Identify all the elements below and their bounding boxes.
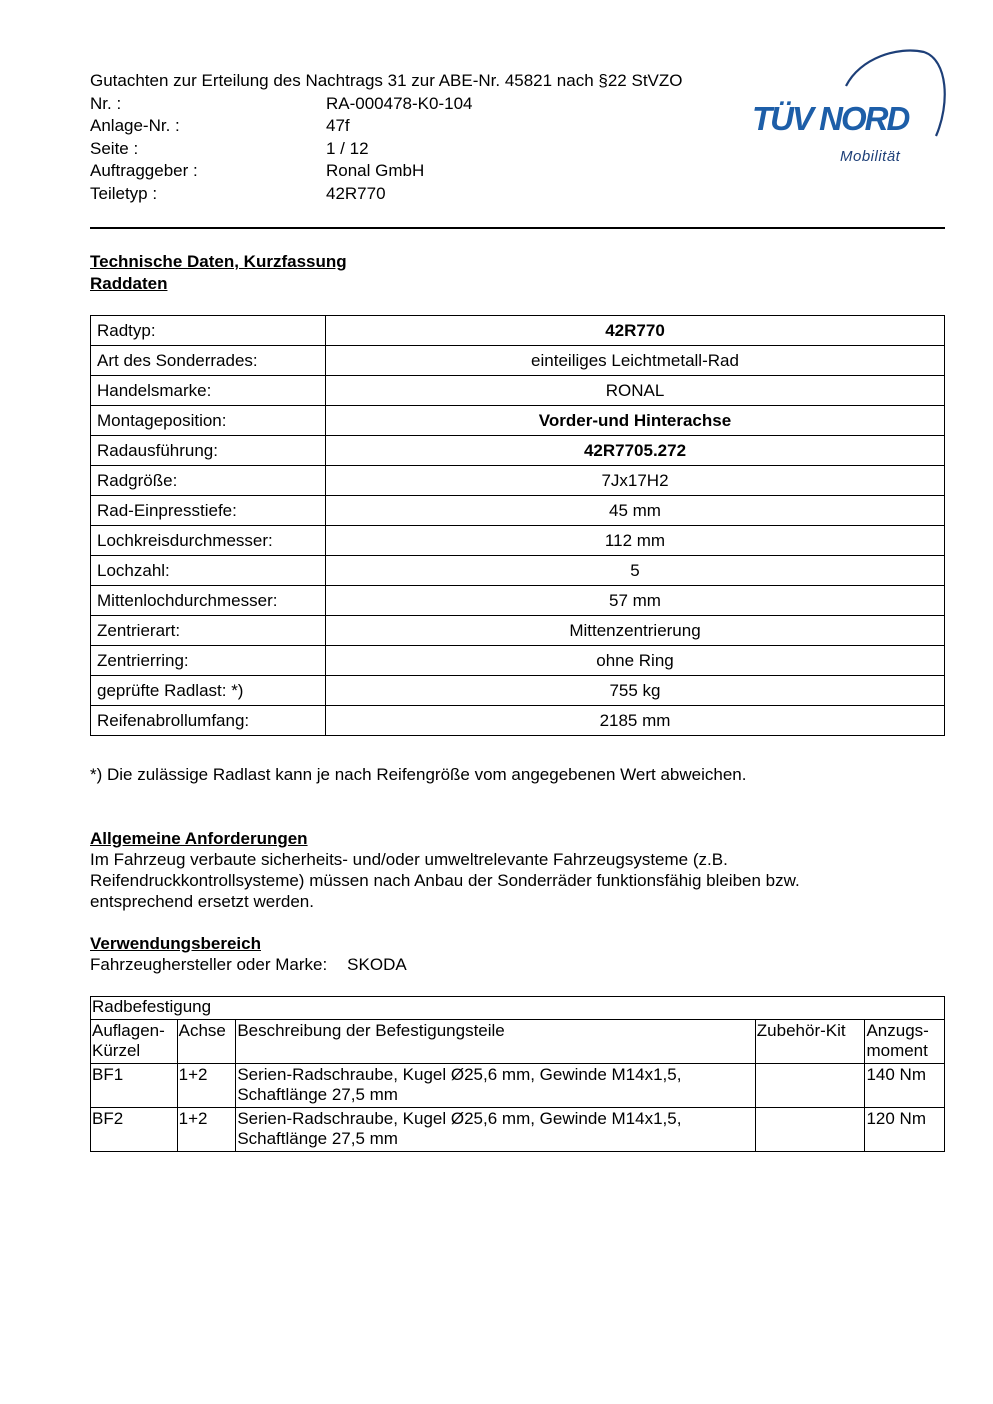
manufacturer-label: Fahrzeughersteller oder Marke:	[90, 955, 328, 974]
manufacturer-value: SKODA	[347, 955, 407, 974]
header-key: Teiletyp :	[90, 183, 158, 203]
spec-value: 2185 mm	[326, 706, 945, 736]
header-value: Ronal GmbH	[326, 161, 425, 181]
header-key: Auftraggeber :	[90, 161, 198, 181]
table-row	[91, 406, 945, 436]
spec-value: 7Jx17H2	[326, 466, 945, 496]
spec-value: 45 mm	[326, 496, 945, 526]
section-allgemeine-anforderungen	[90, 828, 950, 912]
header-row	[90, 93, 790, 116]
section-title: Allgemeine Anforderungen	[90, 829, 308, 848]
spec-label: Montageposition:	[91, 406, 326, 436]
spec-value: 112 mm	[326, 526, 945, 556]
body-line: Im Fahrzeug verbaute sicherheits- und/oder umweltrelevante Fahrzeugsysteme (z.B.	[90, 850, 728, 869]
spec-label: Reifenabrollumfang:	[91, 706, 326, 736]
section-title: Technische Daten, Kurzfassung	[90, 252, 347, 271]
spec-label: Art des Sonderrades:	[91, 346, 326, 376]
spec-value: 42R770	[326, 316, 945, 346]
header-value: RA-000478-K0-104	[326, 93, 473, 113]
header-line: moment	[866, 1041, 928, 1060]
logo-subtitle: Mobilität	[840, 148, 901, 165]
table-row	[91, 496, 945, 526]
header-line: Kürzel	[92, 1041, 141, 1060]
achse-cell: 1+2	[177, 1108, 236, 1152]
column-header	[865, 1020, 945, 1064]
table-row	[91, 376, 945, 406]
radbefestigung-table	[90, 996, 945, 1152]
header-meta	[90, 93, 790, 206]
description-line: Serien-Radschraube, Kugel Ø25,6 mm, Gewinde M14x1,5,	[237, 1065, 682, 1084]
logo-wordmark: TÜV NORD	[752, 100, 909, 137]
spec-value: RONAL	[326, 376, 945, 406]
spec-label: Rad-Einpresstiefe:	[91, 496, 326, 526]
description-cell	[236, 1108, 755, 1152]
header-row	[90, 183, 790, 206]
column-header	[177, 1020, 236, 1064]
spec-label: Radgröße:	[91, 466, 326, 496]
table-row	[91, 586, 945, 616]
spec-value: einteiliges Leichtmetall-Rad	[326, 346, 945, 376]
header-line: Beschreibung der Befestigungsteile	[237, 1021, 505, 1040]
spec-label: Zentrierring:	[91, 646, 326, 676]
header-key: Nr. :	[90, 93, 122, 113]
table-row	[91, 1064, 945, 1108]
table-row	[91, 706, 945, 736]
header-row	[90, 138, 790, 161]
section-subtitle: Raddaten	[90, 274, 168, 293]
section-technische-daten	[90, 251, 347, 295]
description-line: Schaftlänge 27,5 mm	[237, 1129, 398, 1148]
spec-label: Radtyp:	[91, 316, 326, 346]
spec-label: Mittenlochdurchmesser:	[91, 586, 326, 616]
section-title: Verwendungsbereich	[90, 934, 261, 953]
table-row	[91, 616, 945, 646]
table-row	[91, 436, 945, 466]
header-line: Achse	[178, 1021, 226, 1040]
table-row	[91, 346, 945, 376]
tuev-nord-logo	[748, 44, 948, 174]
spec-label: Lochkreisdurchmesser:	[91, 526, 326, 556]
spec-value: Mittenzentrierung	[326, 616, 945, 646]
document-header	[90, 70, 790, 206]
table-title-row	[91, 997, 945, 1020]
header-key: Seite :	[90, 138, 139, 158]
header-line: Anzugs-	[866, 1021, 929, 1040]
header-value: 47f	[326, 116, 350, 136]
header-line: Auflagen-	[92, 1021, 165, 1040]
spec-label: Lochzahl:	[91, 556, 326, 586]
kuerzel-cell: BF2	[91, 1108, 178, 1152]
header-row	[90, 115, 790, 138]
section-verwendungsbereich	[90, 933, 407, 975]
spec-label: geprüfte Radlast: *)	[91, 676, 326, 706]
spec-value: 5	[326, 556, 945, 586]
radlast-footnote: *) Die zulässige Radlast kann je nach Reifengröße vom angegebenen Wert abweichen.	[90, 765, 747, 784]
table-row	[91, 316, 945, 346]
spec-label: Handelsmarke:	[91, 376, 326, 406]
description-cell	[236, 1064, 755, 1108]
column-header	[236, 1020, 755, 1064]
manufacturer-line	[90, 954, 407, 975]
spec-value: Vorder-und Hinterachse	[326, 406, 945, 436]
column-header	[91, 1020, 178, 1064]
body-line: Reifendruckkontrollsysteme) müssen nach Anbau der Sonderräder funktionsfähig bleiben bzw.	[90, 871, 800, 890]
table-row	[91, 556, 945, 586]
kuerzel-cell: BF1	[91, 1064, 178, 1108]
raddaten-table	[90, 315, 945, 736]
table-row	[91, 466, 945, 496]
table-row	[91, 646, 945, 676]
spec-value: 755 kg	[326, 676, 945, 706]
table-row	[91, 1108, 945, 1152]
header-line: Zubehör-Kit	[756, 1021, 846, 1040]
body-line: entsprechend ersetzt werden.	[90, 892, 314, 911]
anzugsmoment-cell: 140 Nm	[865, 1064, 945, 1108]
description-line: Schaftlänge 27,5 mm	[237, 1085, 398, 1104]
zubehoer-kit-cell	[755, 1108, 865, 1152]
table-row	[91, 526, 945, 556]
header-row	[90, 160, 790, 183]
header-value: 1 / 12	[326, 138, 369, 158]
table-title: Radbefestigung	[91, 997, 945, 1020]
section-body	[90, 849, 950, 912]
header-value: 42R770	[326, 183, 386, 203]
spec-label: Radausführung:	[91, 436, 326, 466]
table-header-row	[91, 1020, 945, 1064]
anzugsmoment-cell: 120 Nm	[865, 1108, 945, 1152]
spec-value: 57 mm	[326, 586, 945, 616]
header-key: Anlage-Nr. :	[90, 116, 180, 136]
table-row	[91, 676, 945, 706]
description-line: Serien-Radschraube, Kugel Ø25,6 mm, Gewinde M14x1,5,	[237, 1109, 682, 1128]
achse-cell: 1+2	[177, 1064, 236, 1108]
document-title: Gutachten zur Erteilung des Nachtrags 31 zur ABE-Nr. 45821 nach §22 StVZO	[90, 71, 683, 90]
column-header	[755, 1020, 865, 1064]
spec-value: 42R7705.272	[326, 436, 945, 466]
spec-value: ohne Ring	[326, 646, 945, 676]
spec-label: Zentrierart:	[91, 616, 326, 646]
header-divider	[90, 227, 945, 229]
zubehoer-kit-cell	[755, 1064, 865, 1108]
